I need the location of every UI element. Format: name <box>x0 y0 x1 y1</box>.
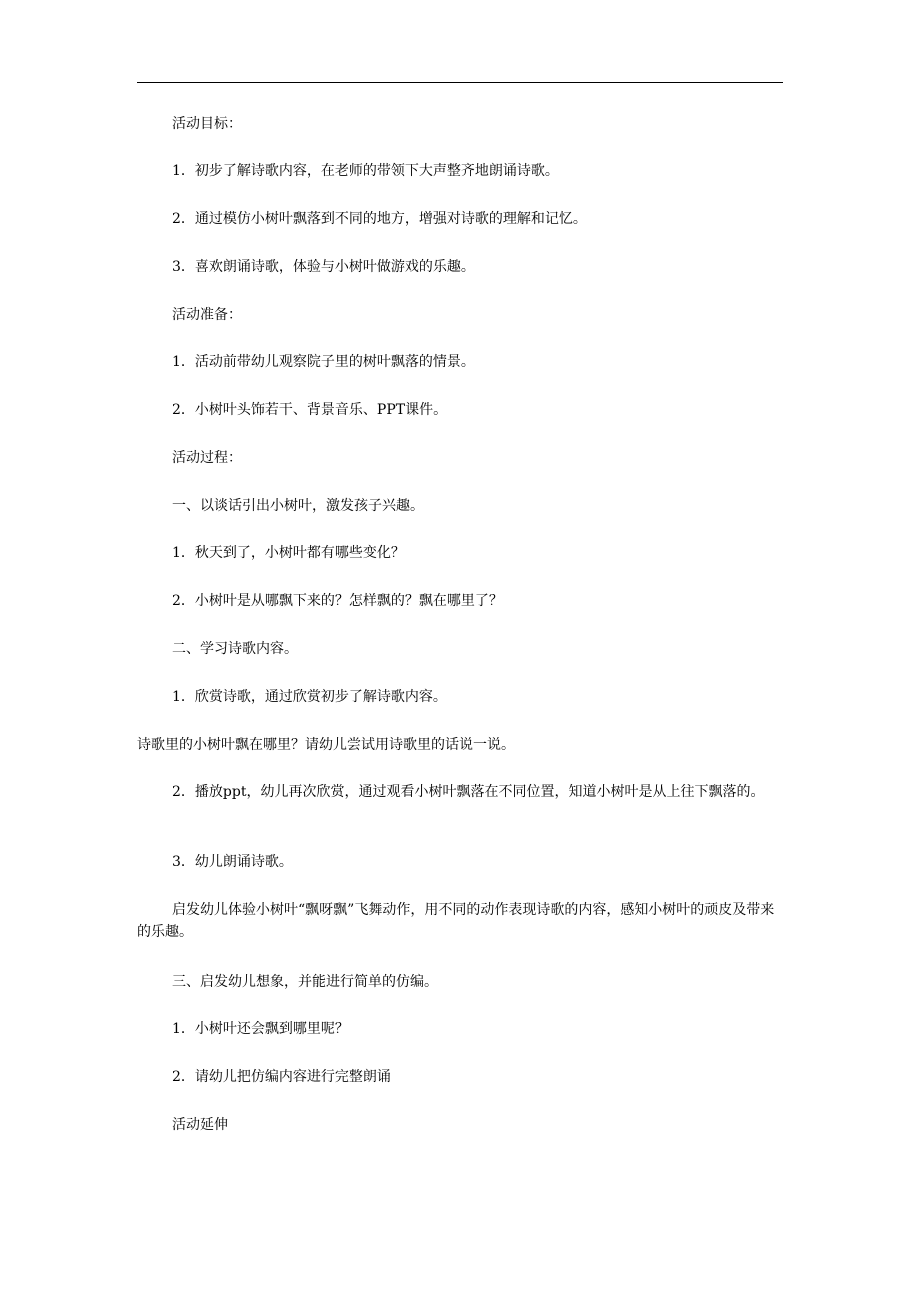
preparation-item-2: 2．小树叶头饰若干、背景音乐、PPT课件。 <box>172 402 448 418</box>
header-rule <box>137 82 783 83</box>
preparation-item-1: 1．活动前带幼儿观察院子里的树叶飘落的情景。 <box>172 354 475 370</box>
process-step-3-item-2: 2．请幼儿把仿编内容进行完整朗诵 <box>172 1069 391 1085</box>
section-heading-goals: 活动目标： <box>172 116 242 132</box>
goal-item-2: 2．通过模仿小树叶飘落到不同的地方，增强对诗歌的理解和记忆。 <box>172 211 587 227</box>
process-step-3-heading: 三、启发幼儿想象，并能进行简单的仿编。 <box>172 974 438 990</box>
process-step-2-item-2: 2．播放ppt，幼儿再次欣赏，通过观看小树叶飘落在不同位置，知道小树叶是从上往下飘落的。 <box>172 784 765 800</box>
process-step-2-note-1: 诗歌里的小树叶飘在哪里？请幼儿尝试用诗歌里的话说一说。 <box>137 737 515 753</box>
section-heading-extension: 活动延伸 <box>172 1117 228 1133</box>
section-heading-process: 活动过程： <box>172 450 242 466</box>
process-step-2-item-1: 1．欣赏诗歌，通过欣赏初步了解诗歌内容。 <box>172 689 447 705</box>
goal-item-3: 3．喜欢朗诵诗歌，体验与小树叶做游戏的乐趣。 <box>172 259 475 275</box>
process-step-1-item-1: 1．秋天到了，小树叶都有哪些变化？ <box>172 545 405 561</box>
goal-item-1: 1．初步了解诗歌内容，在老师的带领下大声整齐地朗诵诗歌。 <box>172 163 559 179</box>
process-step-2-item-3: 3．幼儿朗诵诗歌。 <box>172 854 293 870</box>
process-step-3-item-1: 1．小树叶还会飘到哪里呢？ <box>172 1021 349 1037</box>
process-step-1-item-2: 2．小树叶是从哪飘下来的？怎样飘的？飘在哪里了？ <box>172 593 503 609</box>
process-step-2-heading: 二、学习诗歌内容。 <box>172 641 298 657</box>
process-step-1-heading: 一、以谈话引出小树叶，激发孩子兴趣。 <box>172 498 424 514</box>
section-heading-preparation: 活动准备： <box>172 307 242 323</box>
process-step-2-note-2: 启发幼儿体验小树叶“飘呀飘”飞舞动作，用不同的动作表现诗歌的内容，感知小树叶的顽皮及带来的乐趣。 <box>137 902 775 940</box>
